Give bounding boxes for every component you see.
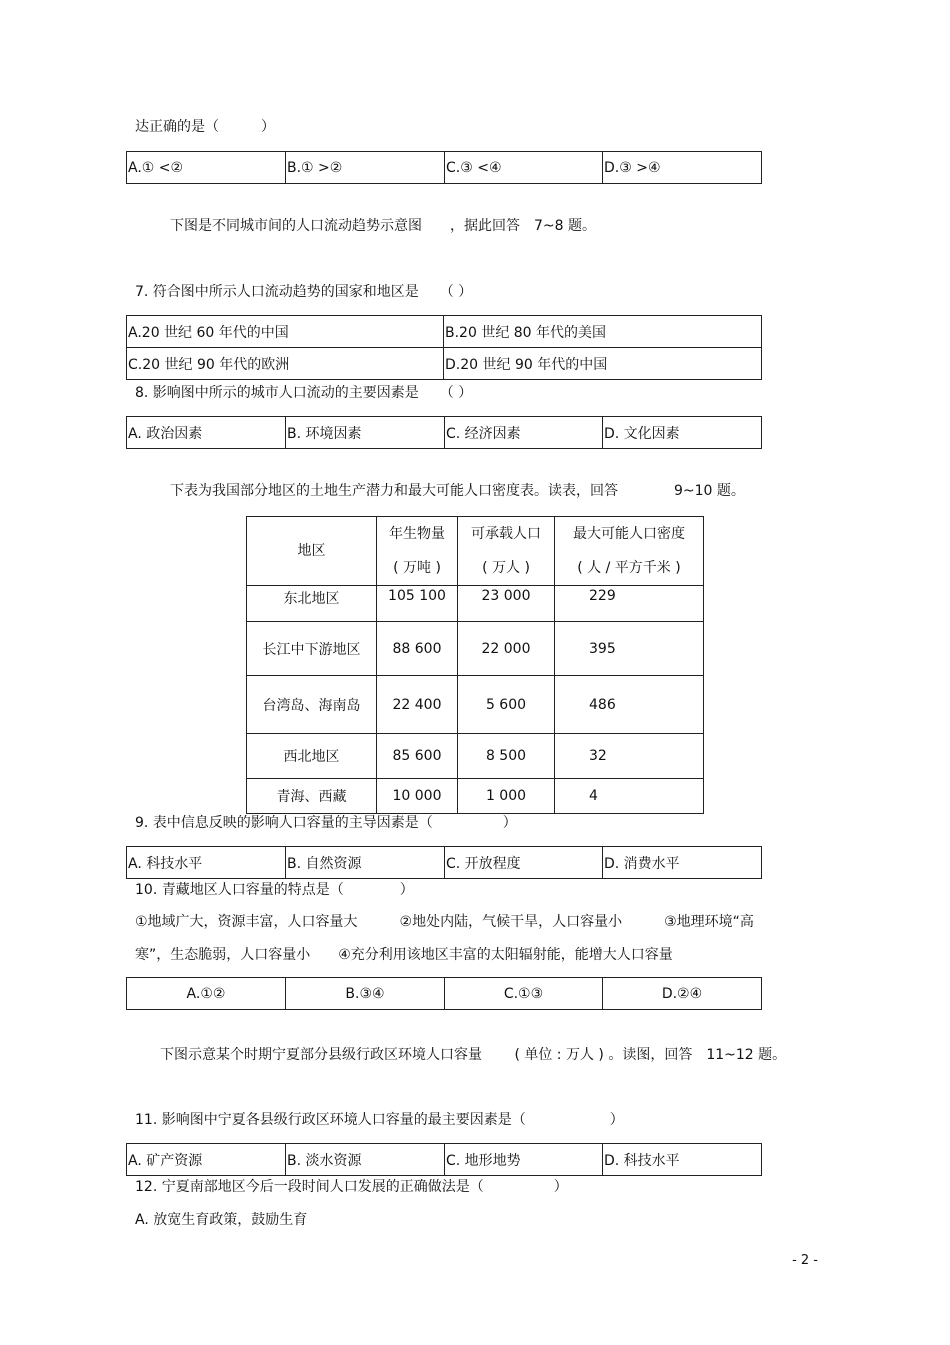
- table-cell: 229: [555, 586, 704, 622]
- q7-stem: 7. 符合图中所示人口流动趋势的国家和地区是 （ ）: [135, 284, 473, 300]
- q6-option-d[interactable]: D.③ >④: [603, 152, 762, 184]
- q7-option-d[interactable]: D.20 世纪 90 年代的中国: [444, 348, 762, 380]
- q7-option-c[interactable]: C.20 世纪 90 年代的欧洲: [127, 348, 444, 380]
- q8-option-d[interactable]: D. 文化因素: [603, 417, 762, 449]
- q10-option-d[interactable]: D.②④: [603, 978, 762, 1010]
- table-row: [247, 779, 704, 814]
- q8-option-b[interactable]: B. 环境因素: [286, 417, 445, 449]
- intro-9-10: 下表为我国部分地区的土地生产潜力和最大可能人口密度表。读表，回答 9~10 题。: [170, 483, 745, 499]
- table-cell: 台湾岛、海南岛: [247, 676, 377, 734]
- q9-option-c[interactable]: C. 开放程度: [445, 847, 603, 879]
- q10-option-c[interactable]: C.①③: [445, 978, 603, 1010]
- q6-option-c[interactable]: C.③ <④: [445, 152, 603, 184]
- intro-11-12: 下图示意某个时期宁夏部分县级行政区环境人口容量 ( 单位 : 万人 ) 。读图，回答 11~12 题。: [160, 1047, 787, 1063]
- q10-statements-line2: 寒”，生态脆弱，人口容量小 ④充分利用该地区丰富的太阳辐射能，能增大人口容量: [135, 947, 673, 963]
- table-header-capacity: 可承载人口 ( 万人 ): [458, 517, 555, 586]
- q11-stem: 11. 影响图中宁夏各县级行政区环境人口容量的最主要因素是（ ）: [135, 1112, 624, 1128]
- table-header-density: 最大可能人口密度 ( 人 / 平方千米 ): [555, 517, 704, 586]
- q8-option-c[interactable]: C. 经济因素: [445, 417, 603, 449]
- q9-options: [126, 846, 762, 879]
- table-row: [247, 676, 704, 734]
- table-cell: 青海、西藏: [247, 779, 377, 814]
- q7-option-a[interactable]: A.20 世纪 60 年代的中国: [127, 316, 444, 348]
- q8-option-a[interactable]: A. 政治因素: [127, 417, 286, 449]
- q11-options: [126, 1143, 762, 1176]
- q11-option-d[interactable]: D. 科技水平: [603, 1144, 762, 1176]
- q12-option-a[interactable]: A. 放宽生育政策，鼓励生育: [135, 1212, 308, 1228]
- table-cell: 395: [555, 622, 704, 676]
- q12-stem: 12. 宁夏南部地区今后一段时间人口发展的正确做法是（ ）: [135, 1179, 568, 1195]
- q10-statements-line1: ①地域广大，资源丰富，人口容量大 ②地处内陆，气候干旱，人口容量小 ③地理环境“高: [135, 914, 754, 930]
- q10-stem: 10. 青藏地区人口容量的特点是（ ）: [135, 882, 414, 898]
- table-row: [247, 586, 704, 622]
- table-cell: 85 600: [377, 734, 458, 779]
- table-cell: 23 000: [458, 586, 555, 622]
- q11-option-b[interactable]: B. 淡水资源: [286, 1144, 445, 1176]
- q6-option-a[interactable]: A.① <②: [127, 152, 286, 184]
- page-number: - 2 -: [792, 1253, 818, 1268]
- population-density-table: [246, 516, 704, 814]
- intro-7-8: 下图是不同城市间的人口流动趋势示意图 ，据此回答 7~8 题。: [170, 218, 596, 234]
- table-cell: 5 600: [458, 676, 555, 734]
- table-cell: 32: [555, 734, 704, 779]
- q10-option-a[interactable]: A.①②: [127, 978, 286, 1010]
- q9-option-a[interactable]: A. 科技水平: [127, 847, 286, 879]
- table-cell: 长江中下游地区: [247, 622, 377, 676]
- q9-option-b[interactable]: B. 自然资源: [286, 847, 445, 879]
- q10-option-b[interactable]: B.③④: [286, 978, 445, 1010]
- table-cell: 8 500: [458, 734, 555, 779]
- table-cell: 88 600: [377, 622, 458, 676]
- table-header-biomass: 年生物量 ( 万吨 ): [377, 517, 458, 586]
- q11-option-a[interactable]: A. 矿产资源: [127, 1144, 286, 1176]
- table-cell: 1 000: [458, 779, 555, 814]
- q8-options: [126, 416, 762, 449]
- q9-stem: 9. 表中信息反映的影响人口容量的主导因素是（ ）: [135, 815, 517, 831]
- table-row: [247, 734, 704, 779]
- q6-options: [126, 151, 762, 184]
- table-cell: 486: [555, 676, 704, 734]
- q7-options: [126, 315, 762, 380]
- q7-option-b[interactable]: B.20 世纪 80 年代的美国: [444, 316, 762, 348]
- q9-option-d[interactable]: D. 消费水平: [603, 847, 762, 879]
- q6-stem-tail: 达正确的是（ ）: [135, 119, 275, 135]
- table-row: [247, 622, 704, 676]
- table-header-row: [247, 517, 704, 586]
- q11-option-c[interactable]: C. 地形地势: [445, 1144, 603, 1176]
- table-cell: 西北地区: [247, 734, 377, 779]
- table-header-region: 地区: [247, 517, 377, 586]
- table-cell: 105 100: [377, 586, 458, 622]
- table-cell: 22 000: [458, 622, 555, 676]
- q6-option-b[interactable]: B.① >②: [286, 152, 445, 184]
- q8-stem: 8. 影响图中所示的城市人口流动的主要因素是 （ ）: [135, 385, 473, 401]
- q10-options: [126, 977, 762, 1010]
- table-cell: 10 000: [377, 779, 458, 814]
- table-cell: 4: [555, 779, 704, 814]
- table-cell: 22 400: [377, 676, 458, 734]
- table-cell: 东北地区: [247, 586, 377, 622]
